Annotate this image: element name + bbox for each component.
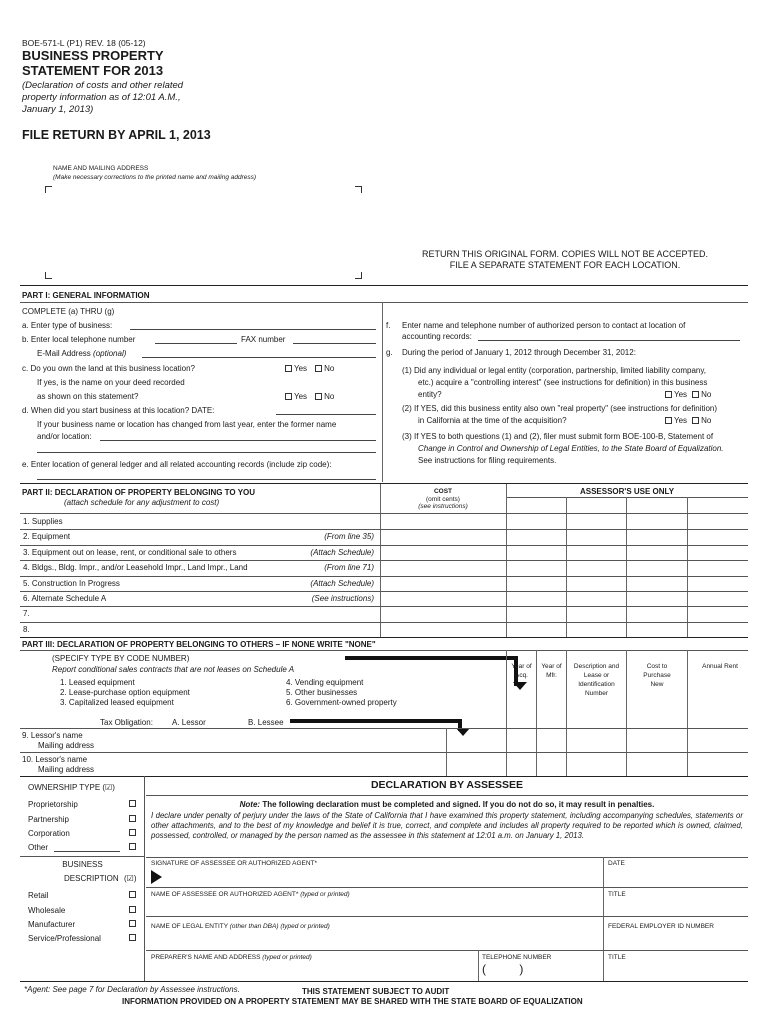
property-row-note: (Attach Schedule) [310, 547, 374, 557]
sign-here-icon [151, 870, 162, 884]
q-g1-label: (1) Did any individual or legal entity (corporation, partnership, limited liability company, [402, 366, 706, 375]
cost-sub2: (see instructions) [418, 503, 468, 510]
preparer-label: PREPARER'S NAME AND ADDRESS (typed or printed) [151, 954, 312, 961]
arrow-to-lessor [290, 719, 462, 731]
property-cost-field[interactable] [382, 546, 506, 559]
property-row-note: (Attach Schedule) [310, 578, 374, 588]
q-g1b-label: etc.) acquire a "controlling interest" (see instructions for definition) in this business [418, 378, 708, 387]
part1-complete: COMPLETE (a) THRU (g) [22, 307, 115, 316]
q-f2-label: accounting records: [402, 332, 472, 341]
q-g1c-label: entity? [418, 390, 442, 399]
property-row-note: (From line 71) [324, 563, 374, 573]
phone-field[interactable] [155, 343, 237, 344]
fax-label: FAX number [241, 335, 286, 344]
name-address-note: (Make necessary corrections to the printed name and mailing address) [53, 174, 257, 181]
own-proprietorship-checkbox[interactable] [129, 800, 136, 807]
property-cost-field[interactable] [382, 561, 506, 574]
q-a-label: a. Enter type of business: [22, 321, 113, 330]
property-row [20, 606, 748, 621]
col-year-acq: Year of Acq. [511, 663, 532, 679]
email-label: E-Mail Address (optional) [37, 349, 127, 358]
declaration-text: I declare under penalty of perjury under the laws of the State of California that I have examined this property statement, including accompanying schedules, statements or other attachments, and to the best of my knowledge and belief it is true, correct, and complete and includes all property required to be reported which is owned, claimed, possessed, controlled, or managed by the person named as the assessee in this statement at 12:01 a.m. on January 1, 2013. [151, 811, 743, 840]
cost-header: COST [433, 488, 453, 495]
col-description: Description and Lease or Identification Number [573, 663, 620, 697]
part3-specify: (SPECIFY TYPE BY CODE NUMBER) [52, 654, 190, 663]
form-subtitle-3: January 1, 2013) [22, 104, 94, 115]
email-field[interactable] [142, 357, 376, 358]
q-e-label: e. Enter location of general ledger and all related accounting records (include zip code): [22, 460, 332, 469]
ownership-title: OWNERSHIP TYPE (☑) [28, 783, 115, 792]
form-title-line2: STATEMENT FOR 2013 [22, 63, 164, 78]
desc-service: Service/Professional [28, 934, 101, 943]
desc-manufacturer-checkbox[interactable] [129, 920, 136, 927]
return-note-1: RETURN THIS ORIGINAL FORM. COPIES WILL NOT BE ACCEPTED. [421, 249, 709, 259]
former-name-field[interactable] [100, 440, 376, 441]
property-row-label: 8. [23, 624, 30, 634]
property-row-label: 1. Supplies [23, 517, 63, 526]
fax-field[interactable] [293, 343, 376, 344]
own-partnership: Partnership [28, 815, 69, 824]
deed-no-checkbox[interactable] [315, 393, 322, 400]
business-label: BUSINESS [62, 860, 103, 869]
land-yes-no[interactable]: Yes No [282, 364, 334, 373]
date-field[interactable] [606, 868, 746, 886]
part2-subheading: (attach schedule for any adjustment to cost) [64, 498, 220, 507]
realprop-yes-checkbox[interactable] [665, 417, 672, 424]
deed-yes-no[interactable]: Yes No [282, 392, 334, 401]
desc-wholesale-checkbox[interactable] [129, 906, 136, 913]
col-cost-new: Cost to Purchase New [643, 663, 671, 688]
property-row-note: (From line 35) [324, 532, 374, 542]
property-cost-field[interactable] [382, 515, 506, 528]
telephone-label: TELEPHONE NUMBER [482, 954, 552, 961]
telephone-field[interactable]: ( ) [482, 962, 524, 976]
cost-sub1: (omit cents) [426, 496, 460, 503]
declaration-title: DECLARATION BY ASSESSEE [370, 779, 524, 791]
agent-footnote: *Agent: See page 7 for Declaration by Assessee instructions. [24, 985, 240, 994]
agent-name-label: NAME OF ASSESSEE OR AUTHORIZED AGENT* (typed or printed) [151, 891, 350, 898]
q-g3b-label: Change in Control and Ownership of Legal Entities, to the State Board of Equalization. [418, 444, 724, 453]
agent-name-field[interactable] [150, 899, 600, 915]
deed-yes-checkbox[interactable] [285, 393, 292, 400]
business-type-field[interactable] [130, 329, 376, 330]
line10-lessor: 10. Lessor's name [22, 755, 88, 764]
control-no-checkbox[interactable] [692, 391, 699, 398]
ledger-location-field[interactable] [37, 479, 376, 480]
arrow-to-columns [345, 656, 518, 686]
form-subtitle-2: property information as of 12:01 A.M., [22, 92, 181, 103]
col-year-mfr: Year of Mfr. [541, 663, 562, 679]
form-subtitle-1: (Declaration of costs and other related [22, 80, 184, 91]
shared-info-note: INFORMATION PROVIDED ON A PROPERTY STATEMENT MAY BE SHARED WITH THE STATE BOARD OF EQUALIZATION [122, 997, 583, 1006]
preparer-title-field[interactable] [606, 962, 746, 980]
realprop-yes-no[interactable]: Yes No [662, 416, 711, 425]
q-c-label: c. Do you own the land at this business location? [22, 364, 195, 373]
control-yes-no[interactable]: Yes No [662, 390, 711, 399]
own-other-field[interactable] [54, 851, 120, 852]
part3-codes-left: 1. Leased equipment 2. Lease-purchase option equipment 3. Capitalized leased equipment [60, 678, 190, 707]
q-c2-label: If yes, is the name on your deed recorded [37, 378, 185, 387]
q-b-label: b. Enter local telephone number [22, 335, 136, 344]
property-row [20, 545, 748, 560]
col-annual-rent: Annual Rent [702, 663, 738, 670]
property-row-note: (See instructions) [311, 594, 374, 603]
own-corporation-checkbox[interactable] [129, 829, 136, 836]
form-id: BOE-571-L (P1) REV. 18 (05-12) [22, 38, 146, 48]
part3-heading: PART III: DECLARATION OF PROPERTY BELONGING TO OTHERS – IF NONE WRITE "NONE" [22, 640, 376, 649]
q-g3-label: (3) If YES to both questions (1) and (2), filer must submit form BOE-100-B, Statement of [402, 432, 714, 441]
part2-heading: PART II: DECLARATION OF PROPERTY BELONGING TO YOU [22, 488, 256, 497]
property-row [20, 591, 748, 606]
assessor-use-header: ASSESSOR'S USE ONLY [579, 487, 675, 496]
line10-address: Mailing address [38, 765, 95, 774]
desc-wholesale: Wholesale [28, 906, 66, 915]
property-row [20, 622, 748, 637]
property-row [20, 514, 748, 529]
q-c3-label: as shown on this statement? [37, 392, 139, 401]
form-title-line1: BUSINESS PROPERTY [22, 48, 164, 63]
property-cost-field[interactable] [382, 577, 506, 590]
audit-note: THIS STATEMENT SUBJECT TO AUDIT [302, 987, 450, 996]
description-label: DESCRIPTION [64, 874, 119, 883]
description-check-label: (☑) [124, 874, 137, 883]
property-row [20, 529, 748, 544]
desc-manufacturer: Manufacturer [28, 920, 76, 929]
own-corporation: Corporation [28, 829, 70, 838]
land-no-checkbox[interactable] [315, 365, 322, 372]
own-proprietorship: Proprietorship [28, 800, 78, 809]
q-f-label: Enter name and telephone number of authorized person to contact at location of [402, 321, 686, 330]
file-deadline: FILE RETURN BY APRIL 1, 2013 [22, 128, 211, 142]
part3-codes-right: 4. Vending equipment 5. Other businesses 6. Government-owned property [286, 678, 397, 707]
property-row-label: 4. Bldgs., Bldg. Impr., and/or Leasehold Impr., Land Impr., Land [23, 563, 248, 573]
property-cost-field[interactable] [382, 530, 506, 543]
land-yes-checkbox[interactable] [285, 365, 292, 372]
arrow-head-2 [456, 728, 470, 736]
name-address-label: NAME AND MAILING ADDRESS [53, 165, 149, 172]
desc-service-checkbox[interactable] [129, 934, 136, 941]
property-row-label: 6. Alternate Schedule A [23, 594, 107, 603]
property-cost-field[interactable] [382, 592, 506, 605]
fein-field[interactable] [606, 931, 746, 947]
legal-entity-label: NAME OF LEGAL ENTITY (other than DBA) (typed or printed) [151, 923, 330, 930]
q-g2-label: (2) If YES, did this business entity also own "real property" (see instructions for definition) [402, 404, 718, 413]
part3-report: Report conditional sales contracts that are not leases on Schedule A [52, 665, 295, 674]
control-yes-checkbox[interactable] [665, 391, 672, 398]
date-label: DATE [608, 860, 625, 867]
arrow-head-1 [513, 682, 527, 690]
return-note-2: FILE A SEPARATE STATEMENT FOR EACH LOCATION. [449, 260, 681, 270]
q-g3c-label: See instructions for filing requirements. [418, 456, 557, 465]
property-row [20, 560, 748, 575]
desc-retail: Retail [28, 891, 49, 900]
signature-field[interactable] [170, 866, 600, 886]
title-field[interactable] [606, 899, 746, 915]
tax-lessor: A. Lessor [172, 718, 206, 727]
property-row-label: 3. Equipment out on lease, rent, or conditional sale to others [23, 547, 237, 557]
own-partnership-checkbox[interactable] [129, 815, 136, 822]
title-label: TITLE [608, 891, 626, 898]
start-date-field[interactable] [276, 414, 376, 415]
property-row-label: 7. [23, 609, 30, 619]
realprop-no-checkbox[interactable] [692, 417, 699, 424]
contact-person-field[interactable] [478, 340, 740, 341]
q-g2b-label: in California at the time of the acquisition? [418, 416, 567, 425]
line9-address: Mailing address [38, 741, 95, 750]
own-other: Other [28, 843, 49, 852]
q-g-letter: g. [386, 348, 393, 357]
preparer-field[interactable] [150, 962, 475, 980]
property-row-label: 5. Construction In Progress [23, 578, 120, 588]
preparer-title-label: TITLE [608, 954, 626, 961]
fein-label: FEDERAL EMPLOYER ID NUMBER [608, 923, 714, 930]
property-row-label: 2. Equipment [23, 532, 71, 542]
line9-lessor: 9. Lessor's name [22, 731, 83, 740]
q-d2-label: If your business name or location has changed from last year, enter the former name [37, 420, 337, 429]
desc-retail-checkbox[interactable] [129, 891, 136, 898]
declaration-note: Note: The following declaration must be completed and signed. If you do not do so, it may result in penalties. [239, 800, 655, 809]
tax-lessee: B. Lessee [248, 718, 284, 727]
tax-obligation-label: Tax Obligation: [100, 718, 153, 727]
own-other-checkbox[interactable] [129, 843, 136, 850]
q-f-letter: f. [386, 321, 391, 330]
legal-entity-field[interactable] [150, 931, 600, 947]
q-d-label: d. When did you start business at this location? DATE: [22, 406, 215, 415]
former-name-field-2[interactable] [37, 452, 376, 453]
part1-heading: PART I: GENERAL INFORMATION [22, 291, 150, 300]
q-g-label: During the period of January 1, 2012 through December 31, 2012: [402, 348, 636, 357]
property-row [20, 576, 748, 591]
property-cost-field[interactable] [382, 607, 506, 620]
mailing-address-box[interactable] [44, 192, 364, 278]
q-d3-label: and/or location: [37, 432, 92, 441]
signature-label: SIGNATURE OF ASSESSEE OR AUTHORIZED AGENT* [151, 860, 318, 867]
property-cost-field[interactable] [382, 623, 506, 636]
